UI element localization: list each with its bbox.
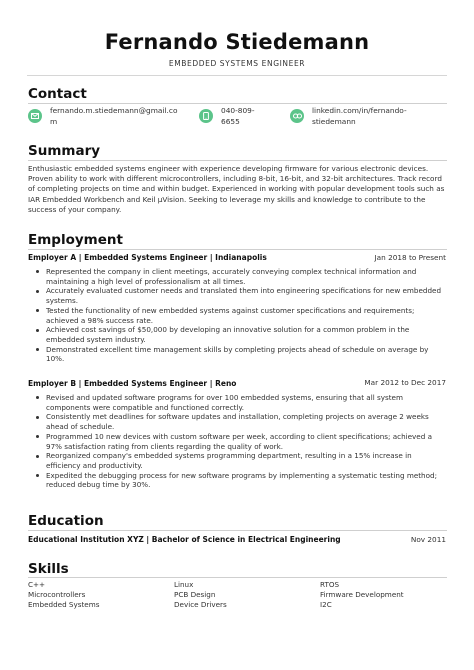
list-item: Revised and updated software programs for over 100 embedded systems, ensuring that all system components were compatible and functioned correctly.	[46, 393, 446, 412]
contact-divider	[28, 103, 447, 104]
contact-phone[interactable]	[199, 106, 279, 127]
list-item: Tested the functionality of new embedded systems against customer specifications and requirements; achieved a 98% success rate.	[46, 306, 446, 325]
envelope-icon	[28, 109, 42, 123]
list-item: Consistently met deadlines for software updates and installation, completing projects on average 2 weeks ahead of schedule.	[46, 412, 446, 431]
candidate-name: Fernando Stiedemann	[104, 30, 370, 54]
phone-icon	[199, 109, 213, 123]
skill-item: Embedded Systems	[28, 600, 100, 610]
link-icon	[290, 109, 304, 123]
header-divider	[27, 75, 447, 76]
contact-email[interactable]	[28, 106, 178, 127]
contact-email-text[interactable]: fernando.m.stiedemann@gmail.com	[50, 106, 178, 126]
list-item: Expedited the debugging process for new software programs by implementing a systematic testing method; reduced debug time by 30%.	[46, 471, 446, 490]
list-item: Represented the company in client meetings, accurately conveying complex technical information and maintaining a high level of professionalism at all times.	[46, 267, 446, 286]
education-date: Nov 2011	[410, 535, 446, 544]
contact-linkedin[interactable]	[290, 106, 430, 127]
job-1-bullets	[28, 267, 446, 364]
skills-column-3	[320, 580, 404, 611]
skill-item: Linux	[174, 580, 194, 589]
job-1-dates: Jan 2018 to Present	[374, 253, 446, 262]
skills-column-2	[174, 580, 227, 611]
job-2-title: Employer B | Embedded Systems Engineer | Reno	[28, 379, 237, 388]
summary-divider	[28, 160, 447, 161]
job-title-subtitle: EMBEDDED SYSTEMS ENGINEER	[168, 59, 306, 68]
summary-heading: Summary	[28, 143, 101, 159]
job-1-title: Employer A | Embedded Systems Engineer | Indianapolis	[28, 253, 267, 262]
skill-item: I2C	[320, 600, 332, 610]
contact-linkedin-text[interactable]: linkedin.com/in/fernando-stiedemann	[312, 106, 407, 126]
summary-text: Enthusiastic embedded systems engineer with experience developing firmware for various electronic devices. Proven ability to work with different microcontrollers, including 8-bit, 16-bit, and 32-bit architectures. Track record of completing projects on time and within budget. Experienced in working with popular development tools such as IAR Embedded Workbench and Keil µVision. Seeking to leverage my skills and knowledge to contribute to the success of your company.	[28, 164, 445, 214]
skills-divider	[28, 577, 447, 578]
list-item: Demonstrated excellent time management skills by completing projects ahead of schedule on average by 10%.	[46, 345, 446, 364]
skill-item: Device Drivers	[174, 600, 227, 610]
skill-item: Firmware Development	[320, 590, 404, 600]
skill-item: PCB Design	[174, 590, 216, 600]
skills-column-1	[28, 580, 99, 611]
employment-heading: Employment	[28, 232, 123, 248]
contact-phone-text[interactable]: 040-809-6655	[221, 106, 255, 126]
education-heading: Education	[28, 513, 104, 529]
list-item: Programmed 10 new devices with custom software per week, according to client specifications; achieved a 97% satisfaction rating from clients regarding the quality of work.	[46, 432, 446, 451]
skills-heading: Skills	[28, 561, 69, 577]
contact-heading: Contact	[28, 86, 87, 102]
list-item: Accurately evaluated customer needs and translated them into engineering specifications for new embedded systems.	[46, 286, 446, 305]
skill-item: RTOS	[320, 580, 340, 589]
job-2-bullets	[28, 393, 446, 490]
list-item: Reorganized company's embedded systems programming department, resulting in a 15% increase in efficiency and productivity.	[46, 451, 446, 470]
skill-item: Microcontrollers	[28, 590, 86, 600]
education-divider	[28, 530, 447, 531]
list-item: Achieved cost savings of $50,000 by developing an innovative solution for a common problem in the embedded system industry.	[46, 325, 446, 344]
skill-item: C++	[28, 580, 46, 589]
job-2-dates: Mar 2012 to Dec 2017	[364, 378, 446, 387]
education-entry: Educational Institution XYZ | Bachelor of Science in Electrical Engineering	[28, 535, 341, 544]
employment-divider	[28, 249, 447, 250]
